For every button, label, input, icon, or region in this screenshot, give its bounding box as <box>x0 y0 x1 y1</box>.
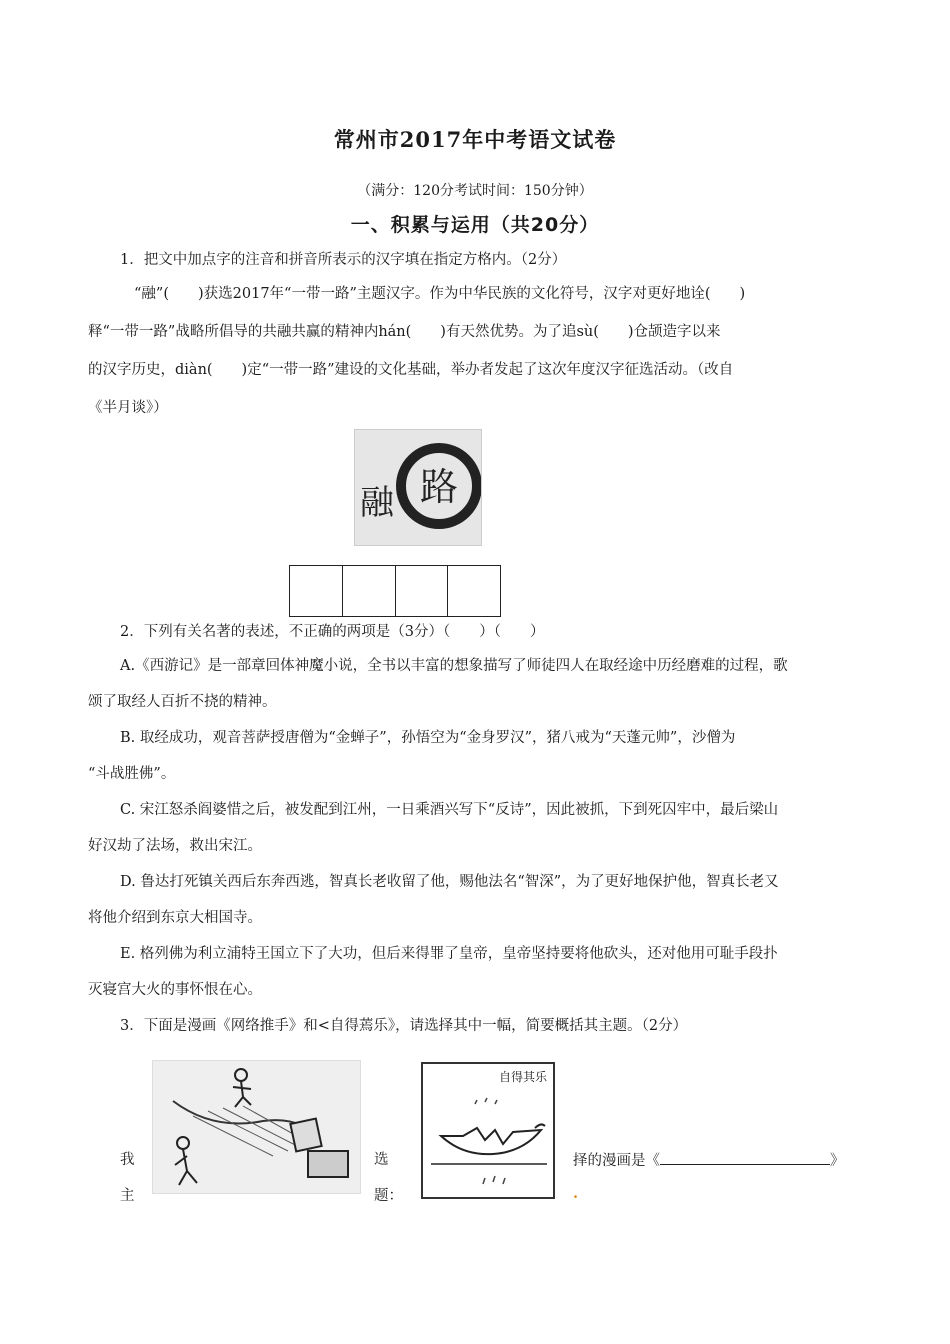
q3-stem: 3．下面是漫画《网络推手》和<自得蔫乐》，请选择其中一幅，简要概括其主题。（2分） <box>120 1018 688 1034</box>
q2-option-d-1: D. 鲁达打死镇关西后东奔西逃，智真长老收留了他，赐他法名“智深”，为了更好地保护他，智真长老又 <box>120 874 779 890</box>
answer-box-3[interactable] <box>396 566 449 616</box>
seal-char-rong: 融 <box>360 483 394 523</box>
q2-option-a-1: A.《西游记》是一部章回体神魔小说，全书以丰富的想象描写了师徒四人在取经途中历经磨难的过程，歌 <box>120 658 788 674</box>
q2-option-b-1: B. 取经成功，观音菩萨授唐僧为“金蝉子”，孙悟空为“金身罗汉”，猪八戒为“天蓬元帅”，沙僧为 <box>120 730 736 746</box>
answer-boxes[interactable] <box>289 565 501 617</box>
q1-line-3: 的汉字历史，diàn( )定“一带一路”建设的文化基础，举办者发起了这次年度汉字征选活动。（改自 <box>88 362 734 378</box>
q3-answer-suffix: 》 <box>830 1153 845 1169</box>
section-heading: 一、积累与运用（共20分） <box>350 214 600 236</box>
answer-box-2[interactable] <box>343 566 396 616</box>
theme-answer-dot[interactable]: . <box>573 1185 579 1202</box>
q1-stem: 1．把文中加点字的注音和拼音所表示的汉字填在指定方格内。（2分） <box>120 252 567 268</box>
q2-option-c-2: 好汉劫了法场，救出宋江。 <box>88 838 262 854</box>
comic-image-1 <box>152 1060 361 1194</box>
q2-option-c-1: C. 宋江怒杀阎婆惜之后，被发配到江州，一日乘酒兴写下“反诗”，因此被抓，下到死囚牢中，最后梁山 <box>120 802 779 818</box>
answer-box-1[interactable] <box>290 566 343 616</box>
q3-answer-blank[interactable] <box>660 1150 830 1165</box>
page-title: 常州市2017年中考语文试卷 <box>333 127 617 152</box>
q2-option-e-1: E. 格列佛为利立浦特王国立下了大功，但后来得罪了皇帝，皇帝坚持要将他砍头，还对他用可耻手段扑 <box>120 946 778 962</box>
q2-option-e-2: 灭寝宫大火的事怀恨在心。 <box>88 982 262 998</box>
q3-label-zhu: 主 <box>120 1188 135 1204</box>
q2-stem: 2．下列有关名著的表述，不正确的两项是（3分）（ ）（ ） <box>120 624 545 640</box>
q3-label-xuan: 选 <box>374 1152 389 1168</box>
comic-2-label: 自得其乐 <box>498 1070 547 1084</box>
q2-option-d-2: 将他介绍到东京大相国寺。 <box>88 910 262 926</box>
q3-answer-prefix: 择的漫画是《 <box>573 1153 660 1169</box>
q2-option-b-2: “斗战胜佛”。 <box>88 766 176 782</box>
q2-option-a-2: 颂了取经人百折不挠的精神。 <box>88 694 277 710</box>
q3-label-wo: 我 <box>120 1152 135 1168</box>
seal-image <box>354 429 482 546</box>
q3-label-ti: 题： <box>374 1188 403 1204</box>
comic-image-2 <box>421 1062 555 1199</box>
q3-answer-line <box>573 1150 845 1171</box>
answer-box-4[interactable] <box>448 566 500 616</box>
q1-line-1: “融”( )获选2017年“一带一路”主题汉字。作为中华民族的文化符号，汉字对更好地诠( ) <box>134 286 746 302</box>
q1-line-4: 《半月谈》） <box>88 400 168 416</box>
exam-info: （满分：120分考试时间：150分钟） <box>357 183 593 199</box>
seal-char-lu: 路 <box>419 465 459 509</box>
q1-line-2: 释“一带一路”战略所倡导的共融共赢的精神内hán( )有天然优势。为了追sù( )仓颉造字以来 <box>88 324 721 340</box>
